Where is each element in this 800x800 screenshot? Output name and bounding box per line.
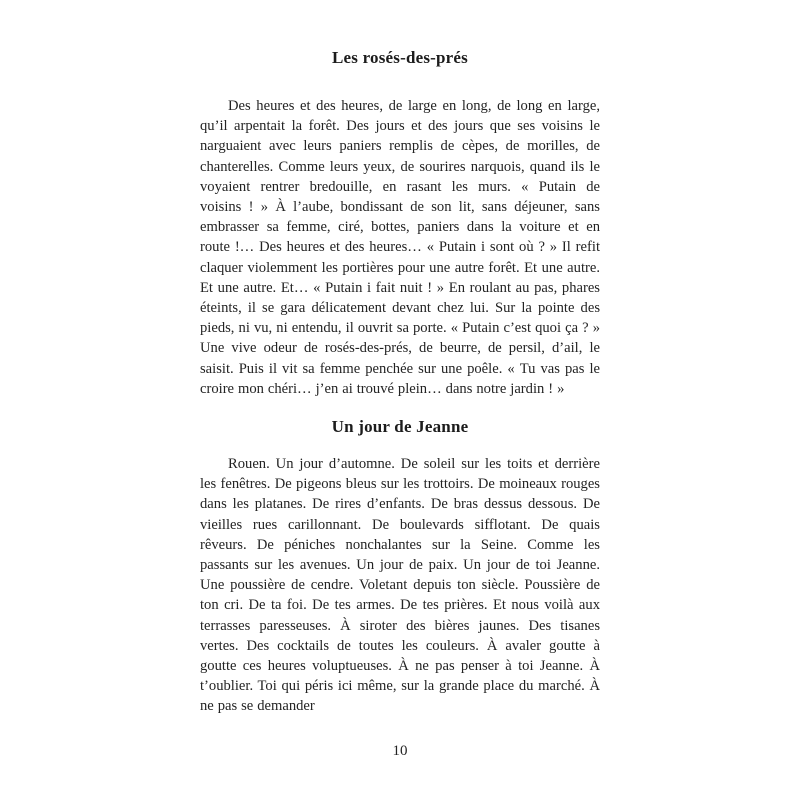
section-title-un-jour-de-jeanne: Un jour de Jeanne (331, 417, 469, 437)
page-number: 10 (392, 743, 408, 759)
section-paragraph-un-jour-de-jeanne: Rouen. Un jour d’automne. De soleil sur les toits et derrière les fenêtres. De pigeons bleus sur les trottoirs. De moineaux rouges dans les platanes. De rires d’enfants. De bras dessus dessous. De vieilles rues carillonnant. De boulevards sifflotant. De quais rêveurs. De péniches nonchalantes sur la Seine. Comme les passants sur les avenues. Un jour de paix. Un jour de toi Jeanne. Une poussière de cendre. Voletant depuis ton siècle. Poussière de ton cri. De ta foi. De tes armes. De tes prières. Et nous voilà aux terrasses paresseuses. À siroter des bières jaunes. Des tisanes vertes. Des cocktails de toutes les couleurs. À avaler goutte à goutte ces heures voluptueuses. À ne pas penser à toi Jeanne. À t’oublier. Toi qui péris ici même, sur la grande place du marché. À ne pas se demander (200, 456, 600, 715)
section-paragraph-les-roses-des-pres: Des heures et des heures, de large en long, de long en large, qu’il arpentait la forêt. Des jours et des jours que ses voisins le narguaient avec leurs paniers remplis de cèpes, de morilles, de chanterelles. Comme leurs yeux, de sourires narquois, quand ils le voyaient rentrer bredouille, en rasant les murs. « Putain de voisins ! » À l’aube, bondissant de son lit, sans déjeuner, sans embrasser sa femme, ciré, bottes, paniers dans la voiture et en route !… Des heures et des heures… « Putain i sont où ? » Il refit claquer violemment les portières pour une autre forêt. Et une autre. Et une autre. Et… « Putain i fait nuit ! » En roulant au pas, phares éteints, il se gara délicatement devant chez lui. Sur la pointe des pieds, ni vu, ni entendu, il ouvrit sa porte. « Putain c’est quoi ça ? » Une vive odeur de rosés-des-prés, de beurre, de persil, d’ail, le saisit. Puis il vit sa femme penchée sur une poêle. « Tu vas pas le croire mon chéri… j’en ai trouvé plein… dans notre jardin ! » (200, 98, 600, 397)
section-title-les-roses-des-pres: Les rosés-des-prés (332, 48, 468, 67)
book-page (200, 0, 600, 800)
